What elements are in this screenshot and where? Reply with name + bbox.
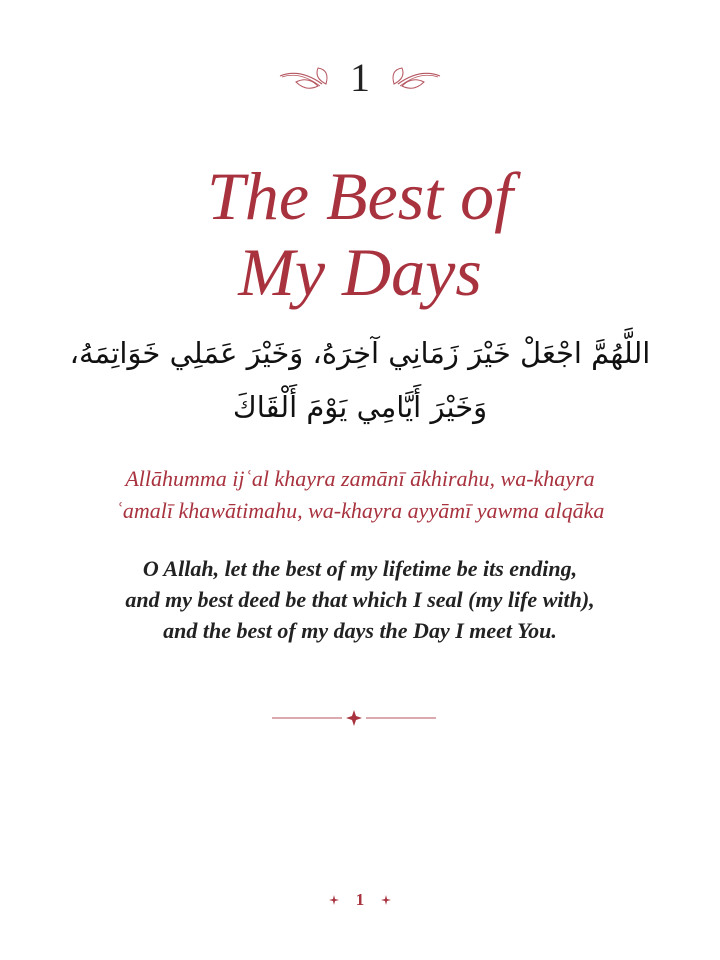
title-line: The Best of: [207, 158, 513, 234]
arabic-line: اللَّهُمَّ اجْعَلْ خَيْرَ زَمَانِي آخِرَهُ، وَخَيْرَ عَمَلِي خَوَاتِمَهُ،: [69, 336, 651, 370]
translation: [60, 553, 660, 646]
leaf-ornament-left-icon: [278, 64, 336, 92]
page-footer: [0, 890, 720, 910]
chapter-heading: [0, 55, 720, 100]
page-number: 1: [355, 890, 365, 909]
star-ornament-icon: [380, 894, 392, 906]
transliteration-line: Allāhumma ijʿal khayra zamānī ākhirahu, wa-khayra: [125, 466, 595, 491]
transliteration: [80, 463, 640, 527]
translation-line: and my best deed be that which I seal (my life with),: [125, 587, 595, 612]
transliteration-line: ʿamalī khawātimahu, wa-khayra ayyāmī yawma alqāka: [115, 498, 605, 523]
chapter-number: 1: [350, 55, 370, 100]
star-ornament-icon: [328, 894, 340, 906]
divider-ornament-icon: [272, 709, 436, 727]
leaf-ornament-right-icon: [384, 64, 442, 92]
translation-line: O Allah, let the best of my lifetime be its ending,: [142, 556, 578, 581]
arabic-line: وَخَيْرَ أَيَّامِي يَوْمَ أَلْقَاكَ: [232, 390, 488, 424]
translation-line: and the best of my days the Day I meet You.: [163, 618, 557, 643]
title-line: My Days: [238, 234, 482, 310]
page-title: [0, 158, 720, 310]
arabic-dua: [60, 326, 660, 434]
